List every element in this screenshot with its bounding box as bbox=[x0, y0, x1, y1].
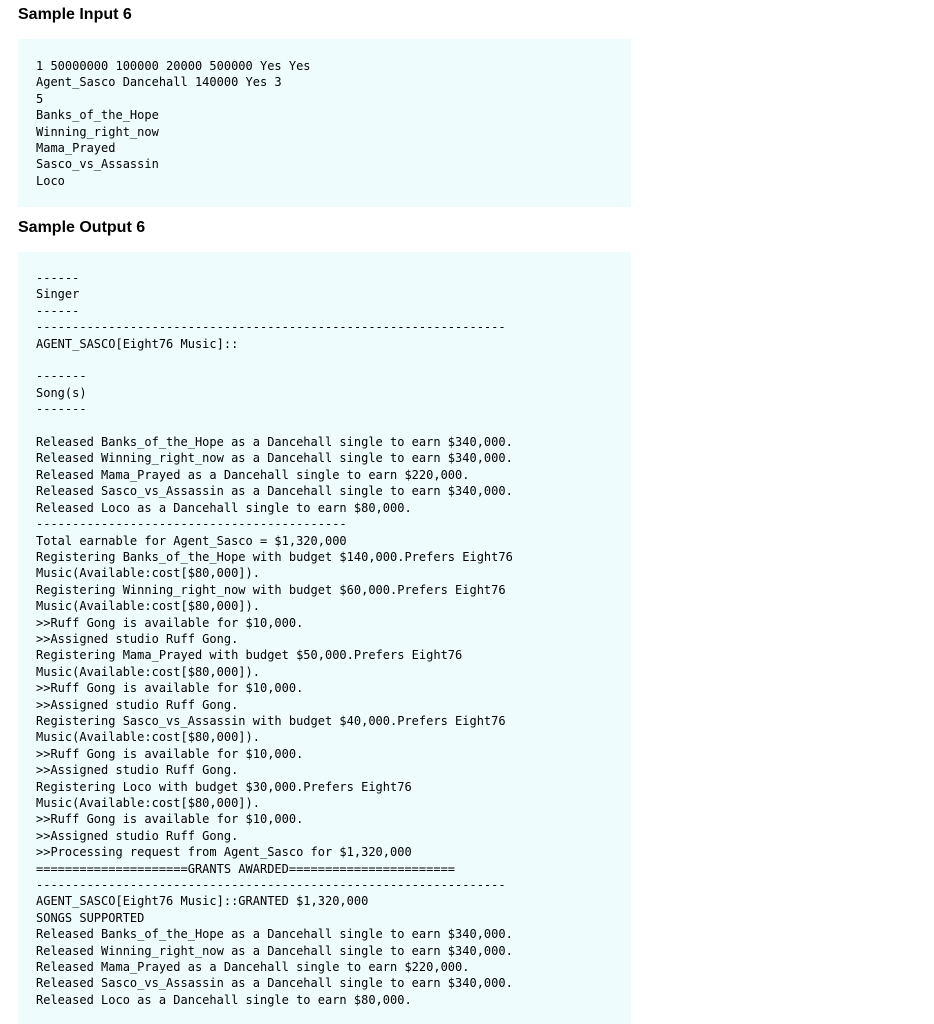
sample-input-heading: Sample Input 6 bbox=[18, 6, 132, 23]
sample-input-box bbox=[18, 39, 631, 207]
sample-output-box bbox=[18, 252, 631, 1024]
sample-input-text: 1 50000000 100000 20000 500000 Yes Yes Agent_Sasco Dancehall 140000 Yes 3 5 Banks_of_the_Hope Winning_right_now Mama_Prayed Sasco_vs_Assassin Loco bbox=[36, 59, 311, 188]
sample-output-heading: Sample Output 6 bbox=[18, 219, 146, 236]
sample-output-text: ------ Singer ------ ----------------------------------------------------------------- AGENT_SASCO[Eight76 Music]:: ------- Song(s) ------- Released Banks_of_the_Hope as a Dancehall single to earn $340,000. Released Winning_right_now as a Dancehall single to earn $340,000. Released Mama_Prayed as a Dancehall single to earn $220,000. Released Sasco_vs_Assassin as a Dancehall single to earn $340,000. Released Loco as a Dancehall single to earn $80,000. ------------------------------------------- Total earnable for Agent_Sasco = $1,320,000 Registering Banks_of_the_Hope with budget $140,000.Prefers Eight76 Music(Available:cost[$80,000]). Registering Winning_right_now with budget $60,000.Prefers Eight76 Music(Available:cost[$80,000]). >>Ruff Gong is available for $10,000. >>Assigned studio Ruff Gong. Registering Mama_Prayed with budget $50,000.Prefers Eight76 Music(Available:cost[$80,000]). >>Ruff Gong is available for $10,000. >>Assigned studio Ruff Gong. Registering Sasco_vs_Assassin with budget $40,000.Prefers Eight76 Music(Available:cost[$80,000]). >>Ruff Gong is available for $10,000. >>Assigned studio Ruff Gong. Registering Loco with budget $30,000.Prefers Eight76 Music(Available:cost[$80,000]). >>Ruff Gong is available for $10,000. >>Assigned studio Ruff Gong. >>Processing request from Agent_Sasco for $1,320,000 =====================GRANTS AWARDED======================= ----------------------------------------------------------------- AGENT_SASCO[Eight76 Music]::GRANTED $1,320,000 SONGS SUPPORTED Released Banks_of_the_Hope as a Dancehall single to earn $340,000. Released Winning_right_now as a Dancehall single to earn $340,000. Released Mama_Prayed as a Dancehall single to earn $220,000. Released Sasco_vs_Assassin as a Dancehall single to earn $340,000. Released Loco as a Dancehall single to earn $80,000. bbox=[36, 271, 513, 1007]
